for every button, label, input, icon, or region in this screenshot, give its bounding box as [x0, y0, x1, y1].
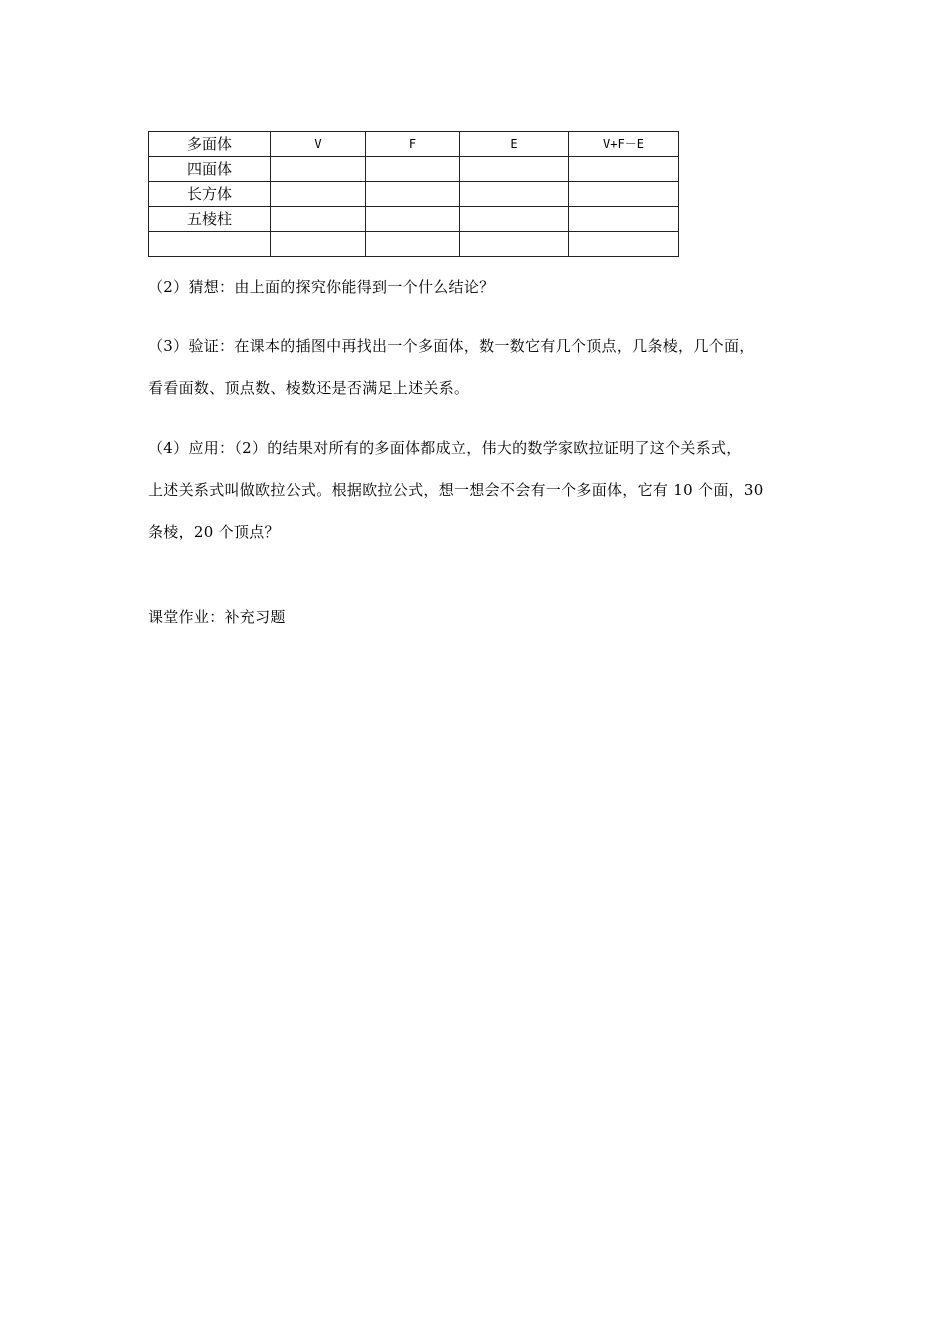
- application-line-2: 上述关系式叫做欧拉公式。根据欧拉公式，想一想会不会有一个多面体，它有 10 个面，30: [148, 481, 764, 499]
- row-label: 四面体: [149, 157, 271, 182]
- verification-line-2: 看看面数、顶点数、棱数还是否满足上述关系。: [148, 379, 470, 397]
- header-polyhedron: 多面体: [149, 132, 271, 157]
- table-cell: [460, 157, 569, 182]
- row-label: [149, 232, 271, 257]
- header-f: F: [366, 132, 460, 157]
- table-cell: [271, 207, 366, 232]
- conjecture-paragraph: [148, 266, 828, 308]
- header-e: E: [460, 132, 569, 157]
- verification-line-1: （3）验证：在课本的插图中再找出一个多面体，数一数它有几个顶点，几条棱，几个面，: [148, 337, 755, 355]
- table-cell: [366, 157, 460, 182]
- polyhedron-table: [148, 131, 679, 257]
- table-row: [149, 207, 679, 232]
- table-cell: [366, 232, 460, 257]
- homework-text: 课堂作业：补充习题: [148, 608, 286, 626]
- table-row: [149, 157, 679, 182]
- homework-paragraph: [148, 596, 828, 638]
- table-cell: [271, 232, 366, 257]
- application-line-3: 条棱，20 个顶点？: [148, 523, 280, 541]
- application-paragraph: [148, 427, 828, 553]
- conjecture-text: （2）猜想：由上面的探究你能得到一个什么结论？: [148, 278, 495, 296]
- table-cell: [460, 182, 569, 207]
- header-v: V: [271, 132, 366, 157]
- table-cell: [569, 182, 679, 207]
- table-row: [149, 232, 679, 257]
- header-formula: V+F－E: [569, 132, 679, 157]
- table-cell: [569, 232, 679, 257]
- table-cell: [271, 182, 366, 207]
- table-cell: [569, 207, 679, 232]
- table-row: [149, 182, 679, 207]
- application-line-1: （4）应用：（2）的结果对所有的多面体都成立，伟大的数学家欧拉证明了这个关系式，: [148, 439, 742, 457]
- table-cell: [569, 157, 679, 182]
- verification-paragraph: [148, 325, 828, 409]
- table-header-row: [149, 132, 679, 157]
- table-cell: [366, 207, 460, 232]
- table-cell: [460, 232, 569, 257]
- row-label: 五棱柱: [149, 207, 271, 232]
- table-cell: [366, 182, 460, 207]
- table-cell: [271, 157, 366, 182]
- table-cell: [460, 207, 569, 232]
- row-label: 长方体: [149, 182, 271, 207]
